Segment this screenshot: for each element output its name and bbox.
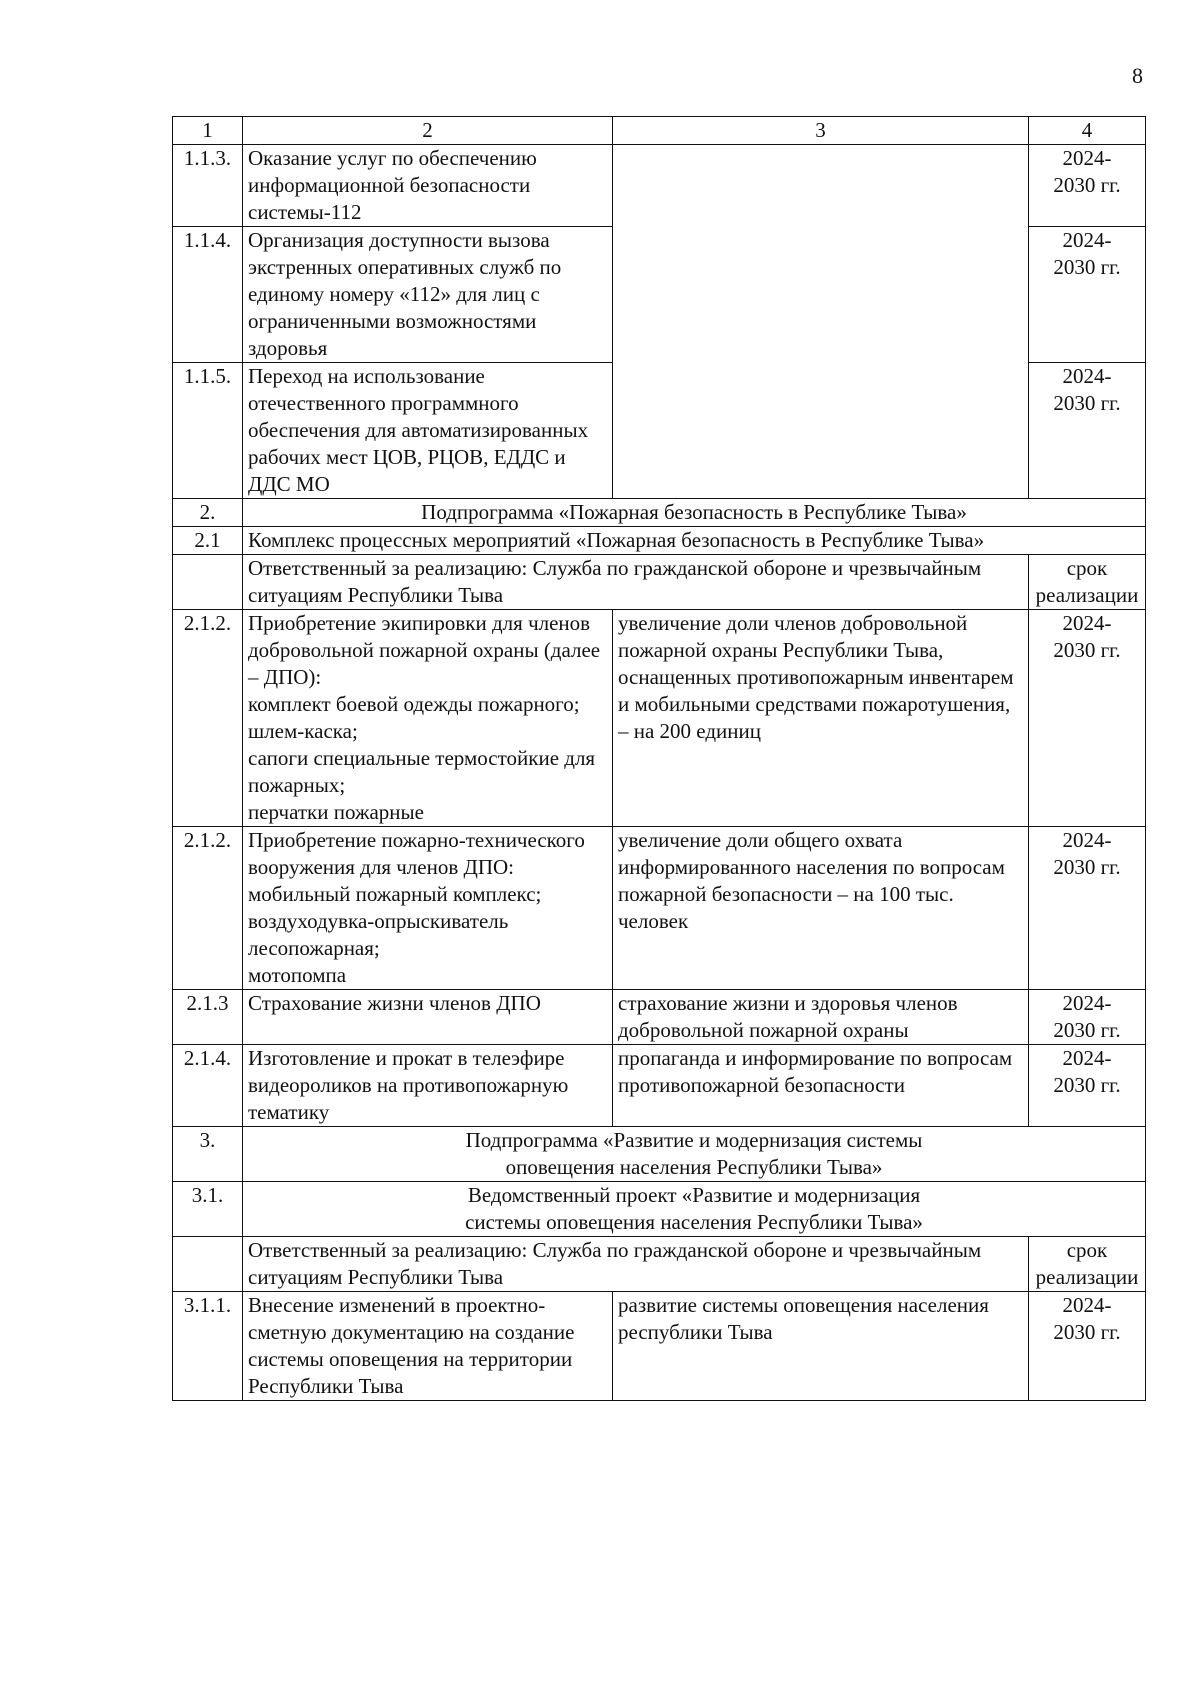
table-row xyxy=(173,990,1146,1045)
row-number: 3.1. xyxy=(173,1182,243,1237)
term-cell: 2024- 2030 гг. xyxy=(1029,1045,1146,1127)
table-row xyxy=(173,1045,1146,1127)
result-text: развитие системы оповещения населения республики Тыва xyxy=(613,1292,1029,1401)
term-cell: 2024- 2030 гг. xyxy=(1029,990,1146,1045)
term-cell: 2024- 2030 гг. xyxy=(1029,827,1146,990)
measure-name: Приобретение пожарно-технического вооружения для членов ДПО: мобильный пожарный комплекс; воздуходувка-опрыскиватель лесопожарная; мотопомпа xyxy=(243,827,613,990)
measure-name: Страхование жизни членов ДПО xyxy=(243,990,613,1045)
result-text: увеличение доли общего охвата информированного населения по вопросам пожарной безопасности – на 100 тыс. человек xyxy=(613,827,1029,990)
program-table xyxy=(172,116,1146,1401)
row-number: 1.1.3. xyxy=(173,145,243,227)
subprogram-row xyxy=(173,499,1146,527)
term-header: срок реализации xyxy=(1029,555,1146,610)
responsible-text: Ответственный за реализацию: Служба по гражданской обороне и чрезвычайным ситуациям Республики Тыва xyxy=(243,555,1029,610)
project-title: Ведомственный проект «Развитие и модернизация системы оповещения населения Республики Тыва» xyxy=(243,1182,1146,1237)
page-number: 8 xyxy=(1132,63,1143,88)
subprogram-row xyxy=(173,1127,1146,1182)
row-number: 3.1.1. xyxy=(173,1292,243,1401)
table-row xyxy=(173,610,1146,827)
subprogram-title: Подпрограмма «Развитие и модернизация системы оповещения населения Республики Тыва» xyxy=(243,1127,1146,1182)
header-cell-2: 2 xyxy=(243,117,613,145)
result-cell-empty xyxy=(613,145,1029,499)
header-cell-3: 3 xyxy=(613,117,1029,145)
row-number: 2.1.2. xyxy=(173,610,243,827)
complex-row xyxy=(173,527,1146,555)
row-number: 3. xyxy=(173,1127,243,1182)
table-row xyxy=(173,827,1146,990)
row-number: 2.1.3 xyxy=(173,990,243,1045)
result-text: увеличение доли членов добровольной пожарной охраны Республики Тыва, оснащенных противопожарным инвентарем и мобильными средствами пожаротушения, – на 200 единиц xyxy=(613,610,1029,827)
measure-name: Приобретение экипировки для членов добровольной пожарной охраны (далее – ДПО): комплект боевой одежды пожарного; шлем-каска; сапоги специальные термостойкие для пожарных; перчатки пожарные xyxy=(243,610,613,827)
row-number: 1.1.4. xyxy=(173,227,243,363)
measure-name: Изготовление и прокат в телеэфире видеороликов на противопожарную тематику xyxy=(243,1045,613,1127)
row-number: 2.1 xyxy=(173,527,243,555)
term-cell: 2024- 2030 гг. xyxy=(1029,363,1146,499)
table-row xyxy=(173,1292,1146,1401)
row-number: 2.1.2. xyxy=(173,827,243,990)
table-row xyxy=(173,145,1146,227)
term-cell: 2024- 2030 гг. xyxy=(1029,610,1146,827)
header-cell-1: 1 xyxy=(173,117,243,145)
header-cell-4: 4 xyxy=(1029,117,1146,145)
table-header-row xyxy=(173,117,1146,145)
responsible-text: Ответственный за реализацию: Служба по гражданской обороне и чрезвычайным ситуациям Республики Тыва xyxy=(243,1237,1029,1292)
responsible-row xyxy=(173,1237,1146,1292)
row-number: 1.1.5. xyxy=(173,363,243,499)
term-header: срок реализации xyxy=(1029,1237,1146,1292)
measure-name: Переход на использование отечественного программного обеспечения для автоматизированных рабочих мест ЦОВ, РЦОВ, ЕДДС и ДДС МО xyxy=(243,363,613,499)
term-cell: 2024- 2030 гг. xyxy=(1029,145,1146,227)
empty-cell xyxy=(173,555,243,610)
measure-name: Оказание услуг по обеспечению информационной безопасности системы-112 xyxy=(243,145,613,227)
row-number: 2. xyxy=(173,499,243,527)
responsible-row xyxy=(173,555,1146,610)
complex-title: Комплекс процессных мероприятий «Пожарная безопасность в Республике Тыва» xyxy=(243,527,1146,555)
measure-name: Внесение изменений в проектно-сметную документацию на создание системы оповещения на территории Республики Тыва xyxy=(243,1292,613,1401)
project-row xyxy=(173,1182,1146,1237)
row-number: 2.1.4. xyxy=(173,1045,243,1127)
term-cell: 2024- 2030 гг. xyxy=(1029,227,1146,363)
measure-name: Организация доступности вызова экстренных оперативных служб по единому номеру «112» для лиц с ограниченными возможностями здоровья xyxy=(243,227,613,363)
subprogram-title: Подпрограмма «Пожарная безопасность в Республике Тыва» xyxy=(243,499,1146,527)
empty-cell xyxy=(173,1237,243,1292)
result-text: пропаганда и информирование по вопросам противопожарной безопасности xyxy=(613,1045,1029,1127)
result-text: страхование жизни и здоровья членов добровольной пожарной охраны xyxy=(613,990,1029,1045)
term-cell: 2024- 2030 гг. xyxy=(1029,1292,1146,1401)
